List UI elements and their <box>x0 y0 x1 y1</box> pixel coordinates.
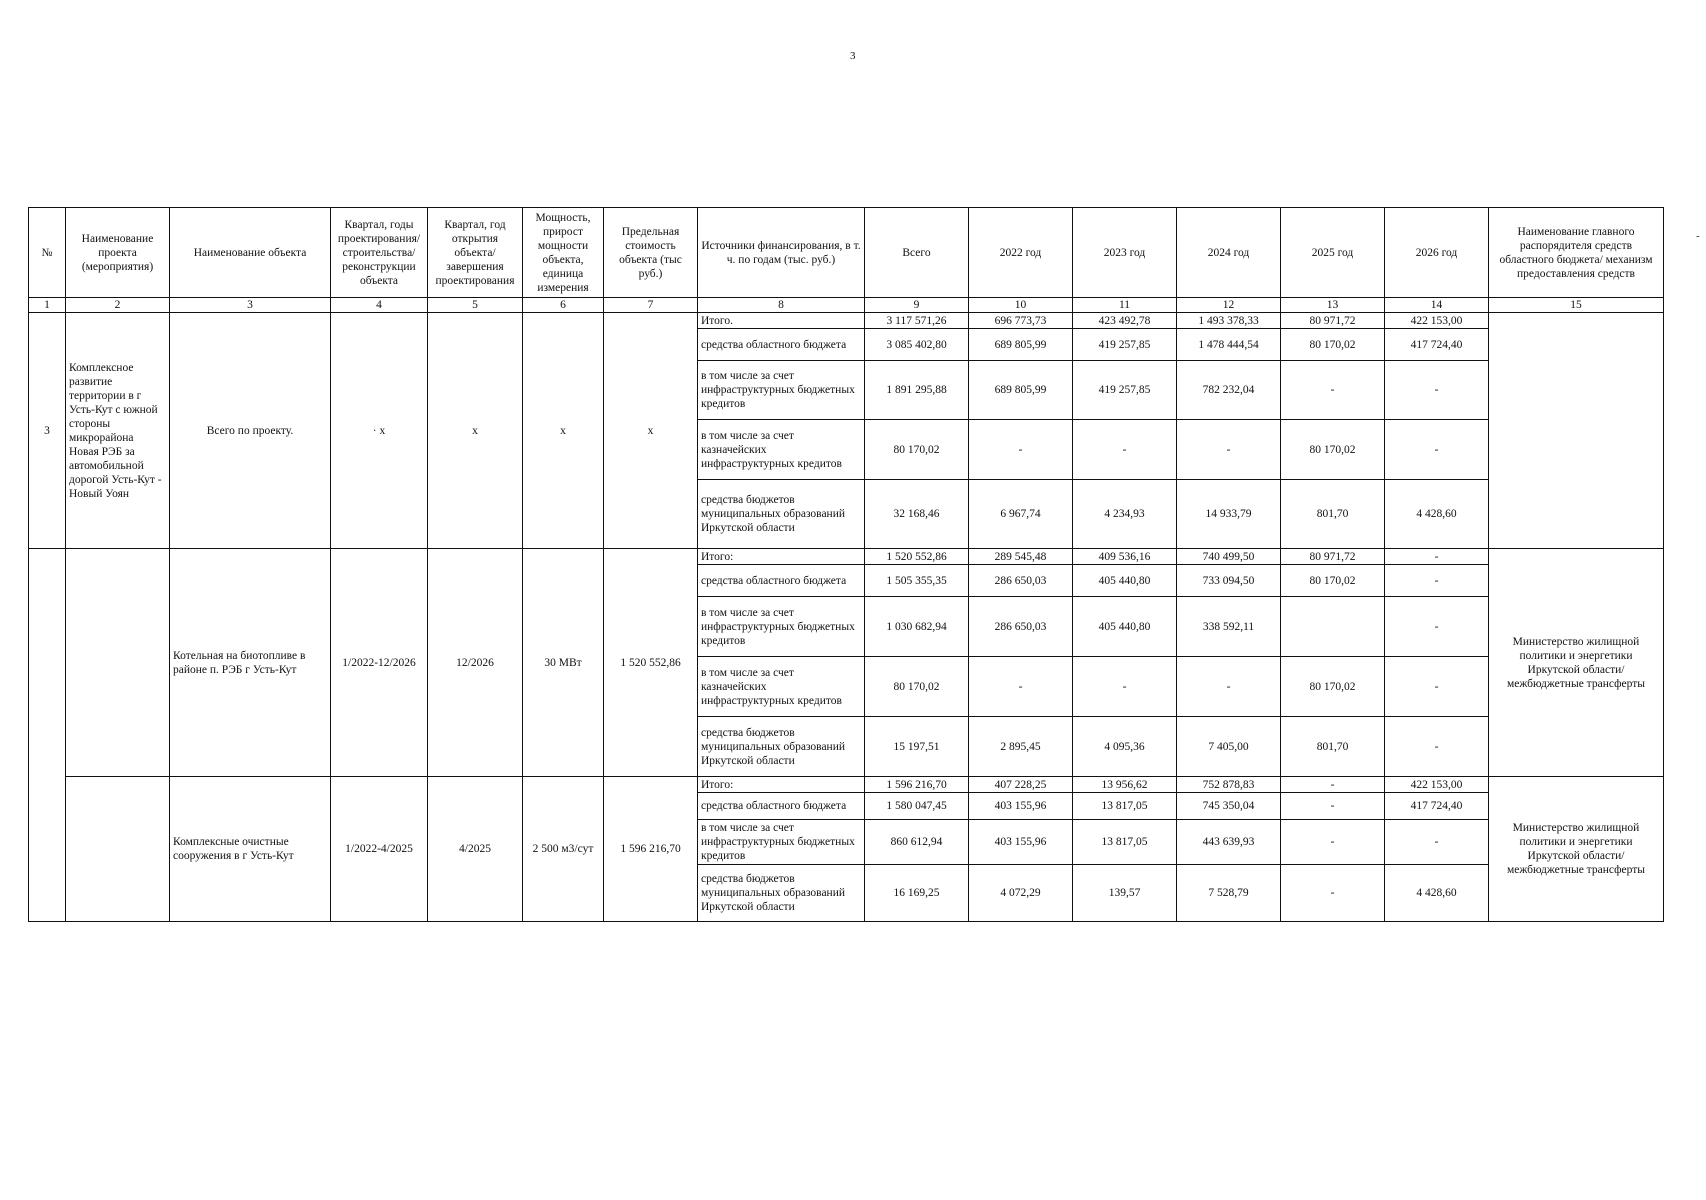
object-open: 12/2026 <box>428 549 523 777</box>
empty-number-cell <box>29 549 66 922</box>
col-header-open: Квартал, год открытия объекта/ завершения проектирования <box>428 208 523 298</box>
value-2025: 80 170,02 <box>1281 565 1385 597</box>
index-cell: 1 <box>29 298 66 313</box>
value-2026: - <box>1385 565 1489 597</box>
value-2026: 4 428,60 <box>1385 865 1489 922</box>
value-2024: 752 878,83 <box>1177 777 1281 793</box>
value-total: 80 170,02 <box>865 420 969 480</box>
index-cell: 4 <box>331 298 428 313</box>
value-2026: - <box>1385 361 1489 420</box>
value-total: 16 169,25 <box>865 865 969 922</box>
value-2025: 80 971,72 <box>1281 549 1385 565</box>
col-header-capacity: Мощность, прирост мощности объекта, единица измерения <box>523 208 604 298</box>
value-2024: - <box>1177 657 1281 717</box>
value-2025: - <box>1281 865 1385 922</box>
value-2023: 419 257,85 <box>1073 361 1177 420</box>
col-header-period: Квартал, годы проектирования/строительства/ реконструкции объекта <box>331 208 428 298</box>
value-2022: 6 967,74 <box>969 480 1073 549</box>
value-total: 1 580 047,45 <box>865 793 969 820</box>
value-2026: - <box>1385 820 1489 865</box>
project-open: x <box>428 313 523 549</box>
value-total: 860 612,94 <box>865 820 969 865</box>
table-row <box>29 313 1664 329</box>
value-2026: 417 724,40 <box>1385 329 1489 361</box>
object-period: 1/2022-4/2025 <box>331 777 428 922</box>
edge-mark: - <box>1696 230 1700 242</box>
value-2025: 801,70 <box>1281 717 1385 777</box>
source-label: в том числе за счет инфраструктурных бюджетных кредитов <box>698 597 865 657</box>
value-2025: - <box>1281 793 1385 820</box>
source-label: средства областного бюджета <box>698 565 865 597</box>
value-2023: 13 817,05 <box>1073 820 1177 865</box>
source-label: Итого: <box>698 777 865 793</box>
project-manager <box>1489 313 1664 549</box>
object-cost: 1 520 552,86 <box>604 549 698 777</box>
value-total: 3 085 402,80 <box>865 329 969 361</box>
value-total: 3 117 571,26 <box>865 313 969 329</box>
value-total: 1 596 216,70 <box>865 777 969 793</box>
value-2022: 689 805,99 <box>969 361 1073 420</box>
object-capacity: 30 МВт <box>523 549 604 777</box>
value-2022: 403 155,96 <box>969 820 1073 865</box>
value-total: 1 030 682,94 <box>865 597 969 657</box>
value-2022: 2 895,45 <box>969 717 1073 777</box>
value-2024: 14 933,79 <box>1177 480 1281 549</box>
object-name: Комплексные очистные сооружения в г Усть-Кут <box>170 777 331 922</box>
project-object: Всего по проекту. <box>170 313 331 549</box>
project-name: Комплексное развитие территории в г Усть-Кут с южной стороны микрорайона Новая РЭБ за автомобильной дорогой Усть-Кут - Новый Уоян <box>66 313 170 549</box>
source-label: Итого: <box>698 549 865 565</box>
value-2026: 422 153,00 <box>1385 313 1489 329</box>
source-label: в том числе за счет инфраструктурных бюджетных кредитов <box>698 820 865 865</box>
source-label: средства бюджетов муниципальных образований Иркутской области <box>698 717 865 777</box>
index-cell: 10 <box>969 298 1073 313</box>
project-number: 3 <box>29 313 66 549</box>
object-open: 4/2025 <box>428 777 523 922</box>
value-total: 80 170,02 <box>865 657 969 717</box>
table-row <box>29 549 1664 565</box>
value-2025: 801,70 <box>1281 480 1385 549</box>
project-cost: x <box>604 313 698 549</box>
index-cell: 5 <box>428 298 523 313</box>
value-2026: 422 153,00 <box>1385 777 1489 793</box>
value-2023: - <box>1073 420 1177 480</box>
value-2024: 1 493 378,33 <box>1177 313 1281 329</box>
value-2026: - <box>1385 657 1489 717</box>
col-header-manager: Наименование главного распорядителя средств областного бюджета/ механизм предоставления средств <box>1489 208 1664 298</box>
col-header-cost: Предельная стоимость объекта (тыс руб.) <box>604 208 698 298</box>
index-cell: 3 <box>170 298 331 313</box>
value-2026: - <box>1385 597 1489 657</box>
value-2023: 4 234,93 <box>1073 480 1177 549</box>
value-2024: 1 478 444,54 <box>1177 329 1281 361</box>
value-2023: 405 440,80 <box>1073 565 1177 597</box>
value-2024: 7 405,00 <box>1177 717 1281 777</box>
index-cell: 12 <box>1177 298 1281 313</box>
empty-project-cell <box>66 777 170 922</box>
col-header-2022: 2022 год <box>969 208 1073 298</box>
project-capacity: x <box>523 313 604 549</box>
col-header-2025: 2025 год <box>1281 208 1385 298</box>
value-2023: 419 257,85 <box>1073 329 1177 361</box>
value-2024: 740 499,50 <box>1177 549 1281 565</box>
col-header-sources: Источники финансирования, в т. ч. по годам (тыс. руб.) <box>698 208 865 298</box>
source-label: средства бюджетов муниципальных образований Иркутской области <box>698 865 865 922</box>
object-manager: Министерство жилищной политики и энергетики Иркутской области/ межбюджетные трансферты <box>1489 549 1664 777</box>
value-2022: 696 773,73 <box>969 313 1073 329</box>
value-2026: 4 428,60 <box>1385 480 1489 549</box>
value-2026: 417 724,40 <box>1385 793 1489 820</box>
value-2023: 13 956,62 <box>1073 777 1177 793</box>
col-header-project: Наименование проекта (мероприятия) <box>66 208 170 298</box>
source-label: в том числе за счет инфраструктурных бюджетных кредитов <box>698 361 865 420</box>
value-total: 1 505 355,35 <box>865 565 969 597</box>
index-cell: 11 <box>1073 298 1177 313</box>
value-total: 32 168,46 <box>865 480 969 549</box>
value-2024: - <box>1177 420 1281 480</box>
value-2023: 409 536,16 <box>1073 549 1177 565</box>
index-cell: 9 <box>865 298 969 313</box>
index-cell: 2 <box>66 298 170 313</box>
value-2026: - <box>1385 549 1489 565</box>
page-number: 3 <box>850 50 856 62</box>
value-2022: 286 650,03 <box>969 565 1073 597</box>
value-2023: 423 492,78 <box>1073 313 1177 329</box>
value-2025: 80 170,02 <box>1281 329 1385 361</box>
value-2024: 782 232,04 <box>1177 361 1281 420</box>
financing-table <box>28 207 1664 922</box>
value-2022: 289 545,48 <box>969 549 1073 565</box>
value-2023: - <box>1073 657 1177 717</box>
value-2025: - <box>1281 777 1385 793</box>
value-2022: 407 228,25 <box>969 777 1073 793</box>
value-2025: 80 170,02 <box>1281 657 1385 717</box>
value-2023: 4 095,36 <box>1073 717 1177 777</box>
source-label: Итого. <box>698 313 865 329</box>
col-header-2026: 2026 год <box>1385 208 1489 298</box>
index-cell: 8 <box>698 298 865 313</box>
value-2026: - <box>1385 420 1489 480</box>
value-2025 <box>1281 597 1385 657</box>
value-2022: - <box>969 420 1073 480</box>
source-label: средства бюджетов муниципальных образований Иркутской области <box>698 480 865 549</box>
index-cell: 14 <box>1385 298 1489 313</box>
value-2023: 13 817,05 <box>1073 793 1177 820</box>
index-cell: 7 <box>604 298 698 313</box>
value-2025: - <box>1281 820 1385 865</box>
col-header-2023: 2023 год <box>1073 208 1177 298</box>
index-cell: 6 <box>523 298 604 313</box>
value-2024: 443 639,93 <box>1177 820 1281 865</box>
object-cost: 1 596 216,70 <box>604 777 698 922</box>
value-2024: 733 094,50 <box>1177 565 1281 597</box>
value-2023: 139,57 <box>1073 865 1177 922</box>
index-row <box>29 298 1664 313</box>
col-header-total: Всего <box>865 208 969 298</box>
value-2025: 80 170,02 <box>1281 420 1385 480</box>
value-total: 15 197,51 <box>865 717 969 777</box>
value-2025: 80 971,72 <box>1281 313 1385 329</box>
value-2024: 338 592,11 <box>1177 597 1281 657</box>
value-2024: 7 528,79 <box>1177 865 1281 922</box>
table-row <box>29 777 1664 793</box>
value-2022: 403 155,96 <box>969 793 1073 820</box>
col-header-number: № <box>29 208 66 298</box>
value-2025: - <box>1281 361 1385 420</box>
index-cell: 15 <box>1489 298 1664 313</box>
value-2022: 4 072,29 <box>969 865 1073 922</box>
col-header-object: Наименование объекта <box>170 208 331 298</box>
source-label: в том числе за счет казначейских инфраструктурных кредитов <box>698 420 865 480</box>
value-2026: - <box>1385 717 1489 777</box>
empty-project-cell <box>66 549 170 777</box>
source-label: в том числе за счет казначейских инфраструктурных кредитов <box>698 657 865 717</box>
object-name: Котельная на биотопливе в районе п. РЭБ г Усть-Кут <box>170 549 331 777</box>
header-row <box>29 208 1664 298</box>
object-period: 1/2022-12/2026 <box>331 549 428 777</box>
index-cell: 13 <box>1281 298 1385 313</box>
value-total: 1 520 552,86 <box>865 549 969 565</box>
value-2023: 405 440,80 <box>1073 597 1177 657</box>
col-header-2024: 2024 год <box>1177 208 1281 298</box>
value-2022: - <box>969 657 1073 717</box>
value-2022: 286 650,03 <box>969 597 1073 657</box>
object-manager: Министерство жилищной политики и энергетики Иркутской области/ межбюджетные трансферты <box>1489 777 1664 922</box>
object-capacity: 2 500 м3/сут <box>523 777 604 922</box>
source-label: средства областного бюджета <box>698 329 865 361</box>
value-2024: 745 350,04 <box>1177 793 1281 820</box>
project-period: · x <box>331 313 428 549</box>
value-total: 1 891 295,88 <box>865 361 969 420</box>
value-2022: 689 805,99 <box>969 329 1073 361</box>
source-label: средства областного бюджета <box>698 793 865 820</box>
